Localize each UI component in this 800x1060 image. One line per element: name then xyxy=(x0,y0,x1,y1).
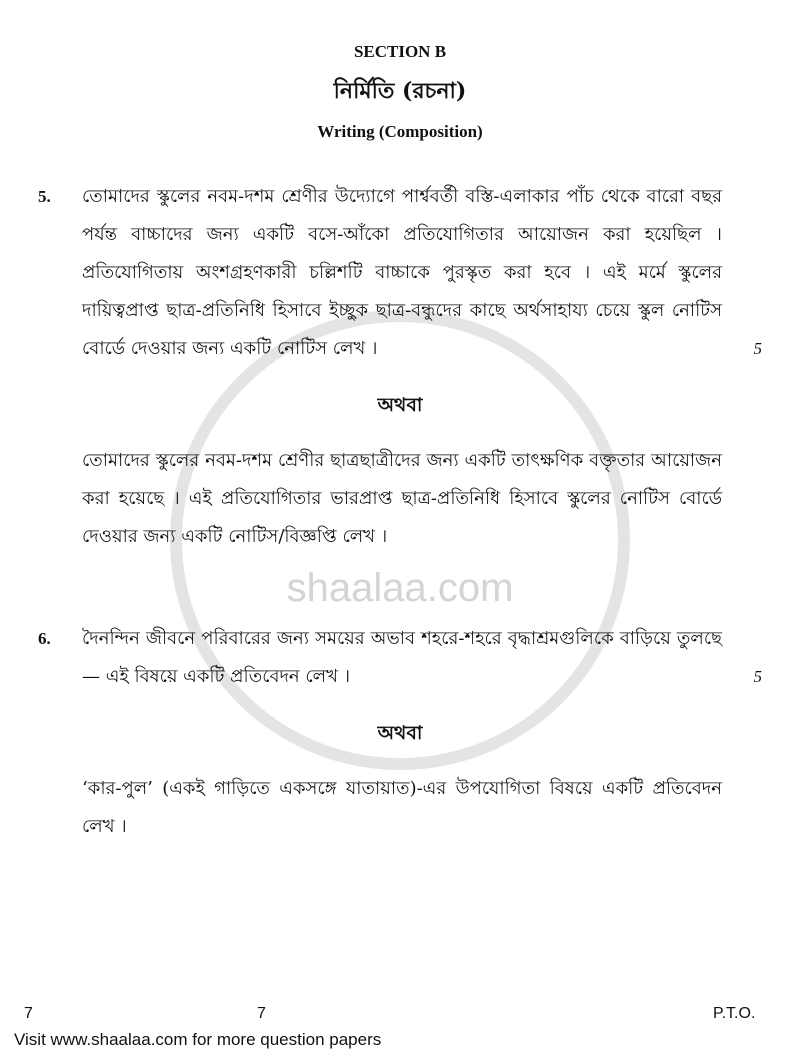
question-5 xyxy=(38,178,800,368)
section-title-bengali: নির্মিতি (রচনা) xyxy=(333,78,467,104)
question-number: 5. xyxy=(38,187,51,206)
question-marks: 5 xyxy=(753,667,762,686)
watermark-text: shaalaa.com xyxy=(286,566,514,610)
footer-visit-link[interactable]: Visit www.shaalaa.com for more question papers xyxy=(14,1030,382,1049)
question-6 xyxy=(38,620,800,696)
question-text: দৈনন্দিন জীবনে পরিবারের জন্য সময়ের অভাব শহরে-শহরে বৃদ্ধাশ্রমগুলিকে বাড়িয়ে তুলছে — এই বিষয়ে একটি প্রতিবেদন লেখ । xyxy=(82,628,722,687)
page-number-left: 7 xyxy=(24,1005,33,1022)
section-heading: SECTION B xyxy=(353,42,447,61)
or-label: অথবা xyxy=(377,394,423,416)
question-text: তোমাদের স্কুলের নবম-দশম শ্রেণীর উদ্যোগে পার্শ্ববর্তী বস্তি-এলাকার পাঁচ থেকে বারো বছর পর্যন্ত বাচ্চাদের জন্য একটি বসে-আঁকো প্রতিযোগিতার আয়োজন করা হয়েছিল । প্রতিযোগিতায় অংশগ্রহণকারী চল্লিশটি বাচ্চাকে পুরস্কৃত করা হবে । এই মর্মে স্কুলের দায়িত্বপ্রাপ্ত ছাত্র-প্রতিনিধি হিসাবে ইচ্ছুক ছাত্র-বন্ধুদের কাছে অর্থসাহায্য চেয়ে স্কুল নোটিস বোর্ডে দেওয়ার জন্য একটি নোটিস লেখ । xyxy=(82,186,722,359)
section-title-english: Writing (Composition) xyxy=(317,122,483,141)
or-label: অথবা xyxy=(377,722,423,744)
question-marks: 5 xyxy=(753,339,762,358)
page-number-center: 7 xyxy=(257,1005,266,1022)
alternative-question-text: তোমাদের স্কুলের নবম-দশম শ্রেণীর ছাত্রছাত্রীদের জন্য একটি তাৎক্ষণিক বক্তৃতার আয়োজন করা হয়েছে । এই প্রতিযোগিতার ভারপ্রাপ্ত ছাত্র-প্রতিনিধি হিসাবে স্কুলের নোটিস বোর্ডে দেওয়ার জন্য একটি নোটিস/বিজ্ঞপ্তি লেখ । xyxy=(82,450,722,547)
question-number: 6. xyxy=(38,629,51,648)
page-content xyxy=(0,40,800,846)
alternative-question-text: ‘কার-পুল’ (একই গাড়িতে একসঙ্গে যাতায়াত)-এর উপযোগিতা বিষয়ে একটি প্রতিবেদন লেখ । xyxy=(82,778,722,837)
pto-label: P.T.O. xyxy=(713,1005,756,1022)
